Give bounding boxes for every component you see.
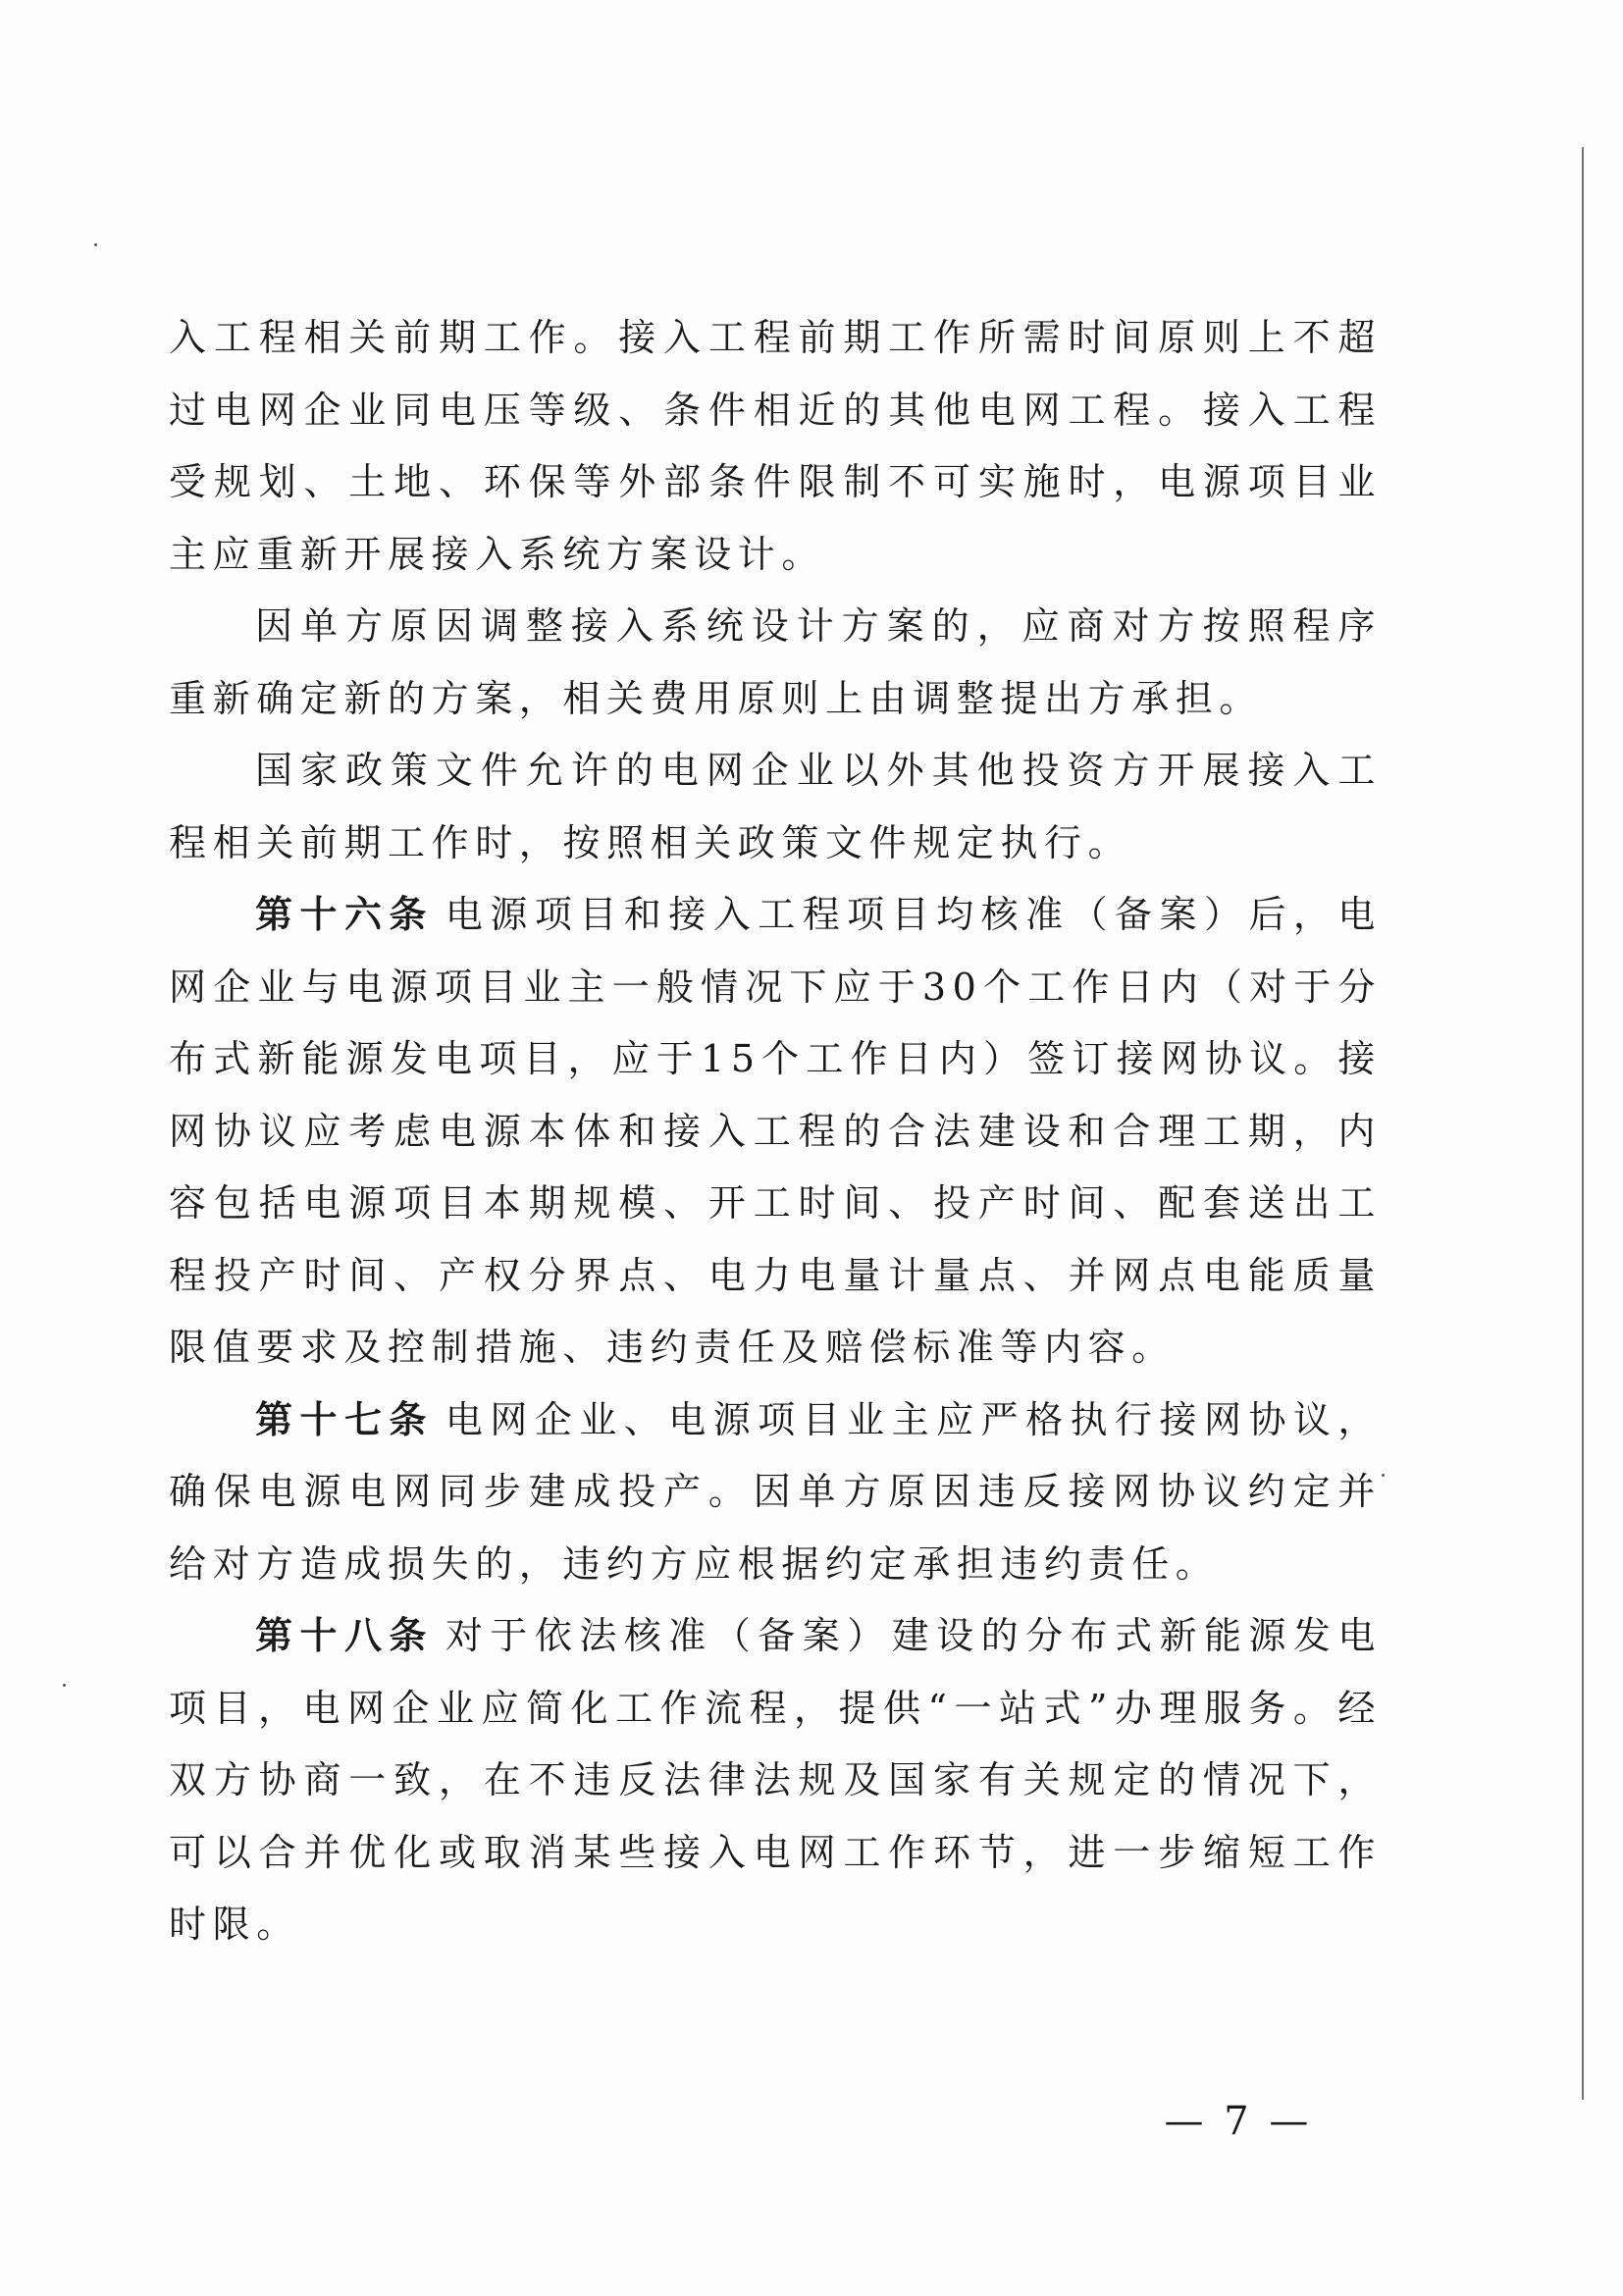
- paragraph-text: 因单方原因调整接入系统设计方案的，应商对方按照程序重新确定新的方案，相关费用原则上由调整提出方承担。: [169, 604, 1382, 720]
- article-number: 第十六条: [255, 893, 434, 936]
- article-16-paragraph: [169, 879, 1382, 1384]
- article-17-paragraph: [169, 1384, 1382, 1601]
- article-number: 第十八条: [255, 1614, 434, 1657]
- document-body: [169, 302, 1382, 1961]
- paragraph-text: 对于依法核准（备案）建设的分布式新能源发电项目，电网企业应简化工作流程，提供“一站式”办理服务。经双方协商一致，在不违反法律法规及国家有关规定的情况下，可以合并优化或取消某些接入电网工作环节，进一步缩短工作时限。: [169, 1614, 1382, 1946]
- paragraph-continuation: [169, 302, 1382, 591]
- paragraph-text: 国家政策文件允许的电网企业以外其他投资方开展接入工程相关前期工作时，按照相关政策文件规定执行。: [169, 749, 1382, 864]
- article-18-paragraph: [169, 1600, 1382, 1961]
- scan-speck: [63, 1684, 66, 1687]
- scan-speck: [1382, 1474, 1385, 1477]
- scan-edge-line: [1582, 147, 1584, 2100]
- article-number: 第十七条: [255, 1397, 434, 1441]
- paragraph: [169, 735, 1382, 879]
- paragraph: [169, 591, 1382, 735]
- paragraph-text: 入工程相关前期工作。接入工程前期工作所需时间原则上不超过电网企业同电压等级、条件相近的其他电网工程。接入工程受规划、土地、环保等外部条件限制不可实施时，电源项目业主应重新开展接入系统方案设计。: [169, 316, 1382, 576]
- paragraph-text: 电源项目和接入工程项目均核准（备案）后，电网企业与电源项目业主一般情况下应于30个工作日内（对于分布式新能源发电项目，应于15个工作日内）签订接网协议。接网协议应考虑电源本体和接入工程的合法建设和合理工期，内容包括电源项目本期规模、开工时间、投产时间、配套送出工程投产时间、产权分界点、电力电量计量点、并网点电能质量限值要求及控制措施、违约责任及赔偿标准等内容。: [169, 893, 1382, 1369]
- scan-speck: [94, 243, 97, 246]
- paragraph-text: 电网企业、电源项目业主应严格执行接网协议，确保电源电网同步建成投产。因单方原因违反接网协议约定并给对方造成损失的，违约方应根据约定承担违约责任。: [169, 1397, 1382, 1586]
- page-number: — 7 —: [1164, 2099, 1313, 2144]
